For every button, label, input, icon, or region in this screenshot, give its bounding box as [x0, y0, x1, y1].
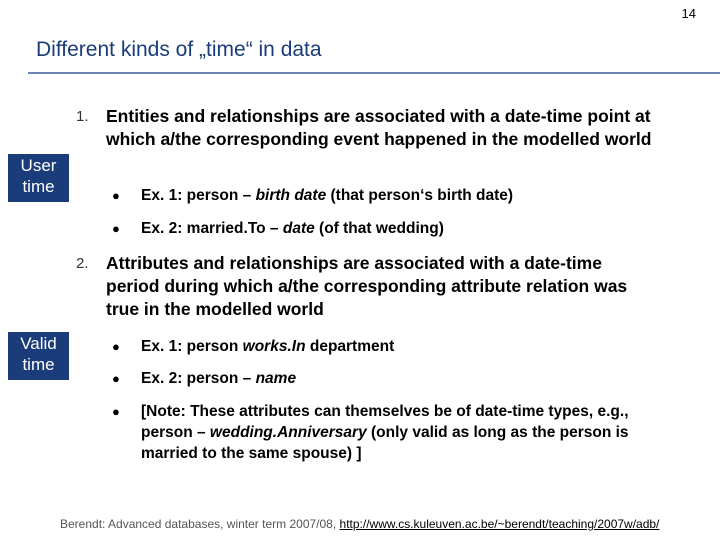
bullet-icon: ● [112, 404, 120, 419]
title-divider [28, 72, 720, 74]
footer-link[interactable]: http://www.cs.kuleuven.ac.be/~berendt/teaching/2007w/adb/ [339, 517, 660, 531]
item-text: Entities and relationships are associated with a date-time point at which a/the corresponding event happened in the modelled world [106, 106, 652, 149]
user-time-label-line1: User [20, 156, 57, 175]
slide-title: Different kinds of „time“ in data [36, 38, 322, 61]
item-number: 1. [76, 108, 89, 125]
sub-item-emphasis: works.In [242, 338, 306, 355]
sub-item-text: (of that wedding) [314, 220, 444, 237]
bullet-icon: ● [112, 221, 120, 236]
sub-item-text: Ex. 1: person – [141, 187, 256, 204]
sub-item-text: department [305, 338, 395, 355]
sub-item [141, 401, 671, 464]
sub-item-text: [Note: These attributes can themselves be of date-time types, e.g., person – [141, 403, 629, 441]
sub-item [141, 368, 681, 389]
sub-item-emphasis: wedding.Anniversary [209, 424, 367, 441]
valid-time-label-line1: Valid [20, 334, 57, 353]
bullet-icon: ● [112, 339, 120, 354]
valid-time-label-line2: time [22, 355, 55, 374]
sub-item-text: (that person‘s birth date) [326, 187, 514, 204]
bullet-icon: ● [112, 188, 120, 203]
footer-text: Berendt: Advanced databases, winter term 2007/08, [60, 517, 340, 531]
valid-time-label [8, 332, 69, 380]
sub-item-emphasis: date [282, 220, 315, 237]
user-time-label-line2: time [22, 177, 55, 196]
sub-item-text: Ex. 2: married.To – [141, 220, 283, 237]
sub-item-emphasis: name [255, 370, 297, 387]
footer [60, 517, 659, 531]
page-number: 14 [681, 6, 696, 21]
sub-item [141, 336, 681, 357]
sub-item-text: (only valid as long as the person is married to the same spouse) ] [141, 424, 629, 462]
sub-item-text: Ex. 1: person [141, 338, 243, 355]
item-text: Attributes and relationships are associated with a date-time period during which a/the corresponding attribute relation was true in the modelled world [106, 253, 628, 319]
user-time-label [8, 154, 69, 202]
sub-item [141, 218, 681, 239]
sub-item-emphasis: birth date [255, 187, 327, 204]
sub-item-text: Ex. 2: person – [141, 370, 256, 387]
bullet-icon: ● [112, 371, 120, 386]
sub-item [141, 185, 681, 206]
item-number: 2. [76, 255, 89, 272]
